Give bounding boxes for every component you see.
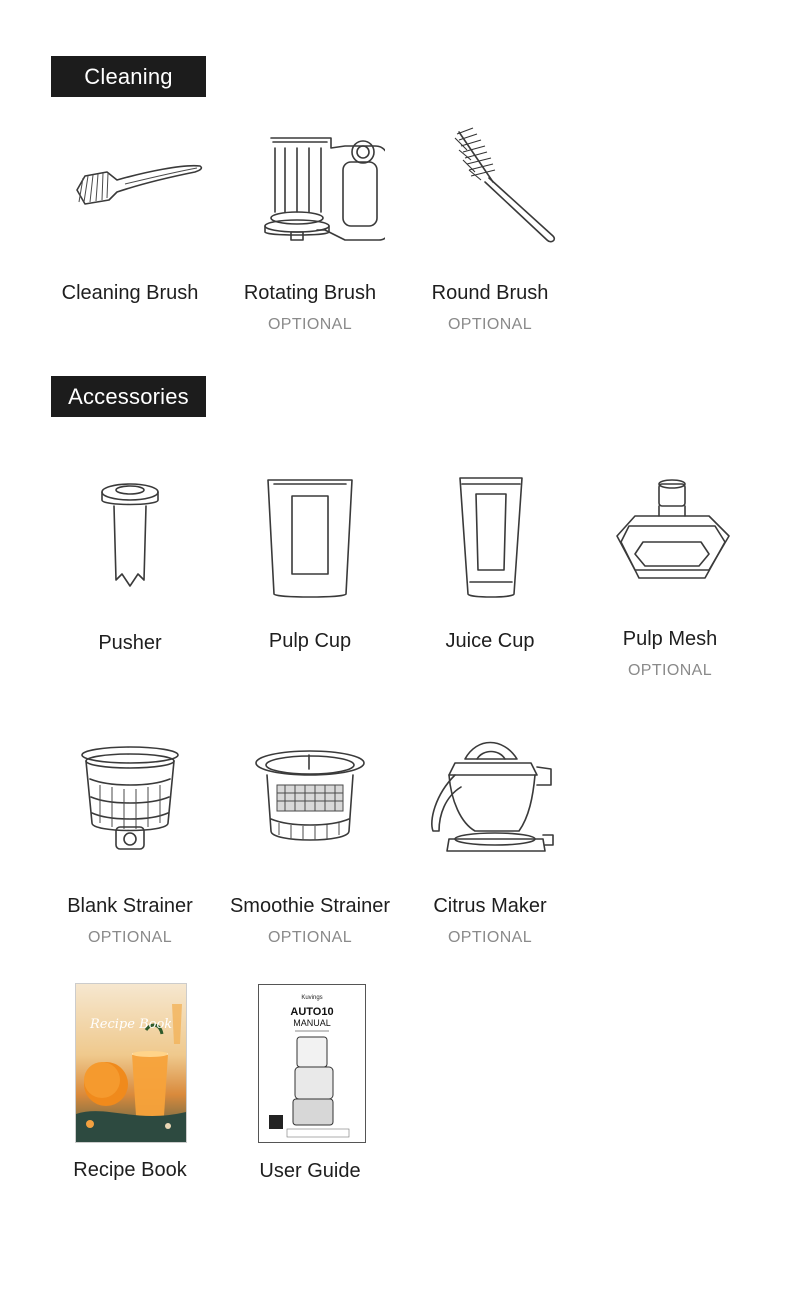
- optional-label: OPTIONAL: [447, 316, 533, 333]
- item-name: Smoothie Strainer: [229, 895, 391, 917]
- item-name: Juice Cup: [445, 630, 535, 652]
- item-rotating-brush: [220, 120, 400, 340]
- book-cover-title: Recipe Book: [90, 1017, 173, 1032]
- item-recipe-book: [40, 982, 220, 1192]
- round-brush-icon: [415, 120, 565, 260]
- user-guide-image: [258, 984, 366, 1143]
- pulp-mesh-icon: [605, 470, 735, 600]
- item-name: Pusher: [98, 632, 162, 654]
- guide-title: MANUAL: [293, 1018, 331, 1028]
- item-name: Cleaning Brush: [61, 282, 199, 304]
- optional-label: OPTIONAL: [627, 662, 713, 679]
- optional-label: OPTIONAL: [447, 929, 533, 946]
- item-name: User Guide: [259, 1160, 361, 1182]
- optional-label: OPTIONAL: [87, 929, 173, 946]
- smoothie-strainer-icon: [245, 735, 375, 865]
- item-name: Round Brush: [431, 282, 549, 304]
- item-citrus-maker: [400, 735, 580, 955]
- guide-model: AUTO10: [290, 1006, 334, 1018]
- item-name: Pulp Cup: [268, 630, 352, 652]
- recipe-book-image: [75, 983, 187, 1143]
- item-name: Rotating Brush: [243, 282, 377, 304]
- item-name: Pulp Mesh: [622, 628, 718, 650]
- item-user-guide: [220, 982, 400, 1192]
- item-name: Citrus Maker: [433, 895, 547, 917]
- rotating-brush-icon: [235, 120, 385, 260]
- item-blank-strainer: [40, 735, 220, 955]
- citrus-maker-icon: [425, 735, 555, 865]
- item-name: Recipe Book: [73, 1159, 187, 1181]
- juice-cup-icon: [430, 470, 550, 600]
- item-round-brush: [400, 120, 580, 340]
- optional-label: OPTIONAL: [267, 316, 353, 333]
- blank-strainer-icon: [70, 735, 190, 865]
- optional-label: OPTIONAL: [267, 929, 353, 946]
- section-title-cleaning: Cleaning: [51, 56, 206, 97]
- cleaning-brush-icon: [55, 120, 205, 260]
- item-name: Blank Strainer: [67, 895, 193, 917]
- item-pulp-mesh: [580, 470, 760, 690]
- section-title-accessories: Accessories: [51, 376, 206, 417]
- item-pusher: [40, 470, 220, 670]
- item-pulp-cup: [220, 470, 400, 670]
- pusher-icon: [70, 470, 190, 600]
- item-juice-cup: [400, 470, 580, 670]
- item-smoothie-strainer: [220, 735, 400, 955]
- guide-brand: Kuvings: [301, 995, 323, 1001]
- pulp-cup-icon: [250, 470, 370, 600]
- item-cleaning-brush: [40, 120, 220, 340]
